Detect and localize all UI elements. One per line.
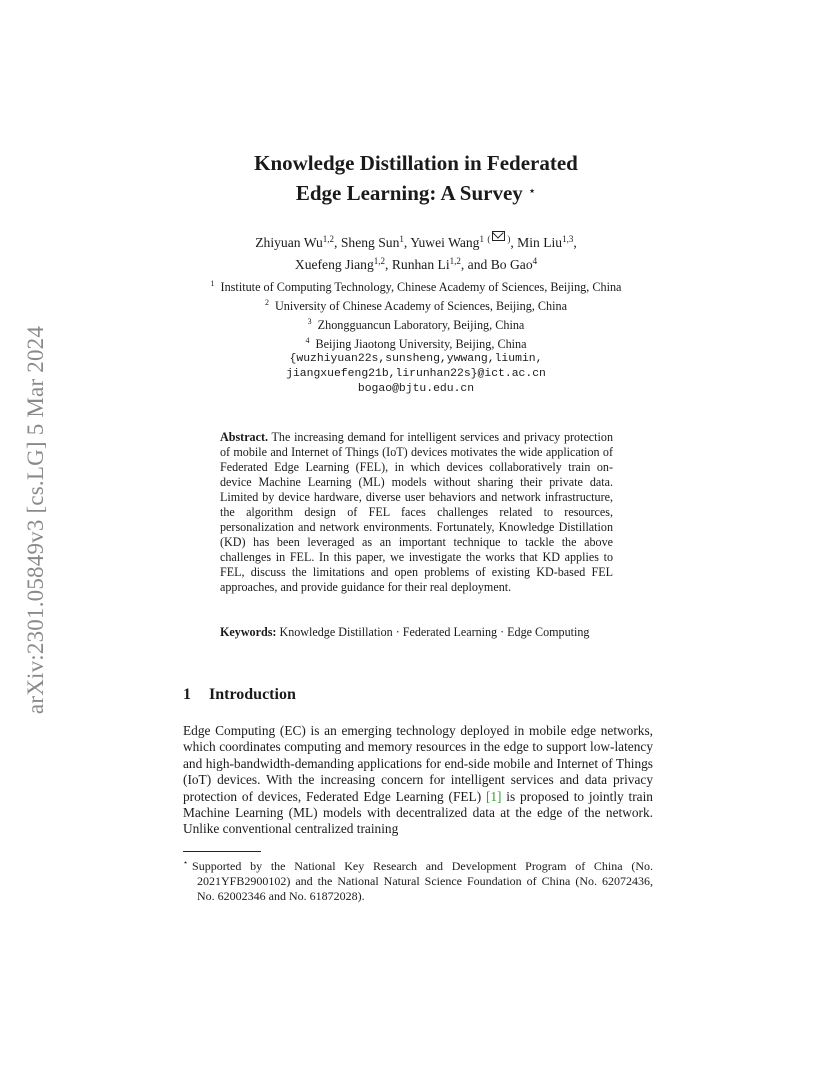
- affiliation: [130, 276, 702, 295]
- affiliation-number: 4: [305, 336, 310, 345]
- author-line-2: Xuefeng Jiang$^{1,2}$, Runhan Li$^{1,2}$, and Bo Gao$^4$: [294, 256, 538, 272]
- author-name: Min Liu: [517, 235, 563, 250]
- section-heading: [183, 686, 296, 704]
- envelope-icon: [492, 231, 505, 241]
- affiliation-text: Zhongguancun Laboratory, Beijing, China: [317, 318, 525, 332]
- arxiv-stamp: arXiv:2301.05849v3 [cs.LG] 5 Mar 2024: [23, 325, 48, 715]
- affiliation: [130, 333, 702, 352]
- footnote-divider: [183, 851, 261, 852]
- affiliation-text: Beijing Jiaotong University, Beijing, China: [315, 337, 527, 351]
- section-title: Introduction: [209, 686, 296, 703]
- email-line: jiangxuefeng21b,lirunhan22s}@ict.ac.cn: [286, 368, 546, 380]
- affiliation: [130, 295, 702, 314]
- paper-title: [150, 150, 682, 207]
- abstract-text: The increasing demand for intelligent services and privacy protection of mobile and Internet of Things (IoT) devices motivates the wide application of Federated Edge Learning (FEL), in which devices collaboratively train on-device Machine Learning (ML) models without sharing their private data. Limited by device hardware, diverse user behaviors and network infrastructure, the algorithm design of FEL faces challenges related to resources, personalization and network environments. Fortunately, Knowledge Distillation (KD) has been leveraged as an important technique to tackle the above challenges in FEL. In this paper, we investigate the works that KD applies to FEL, discuss the limitations and open problems of existing KD-based FEL approaches, and provide guidance for their real deployment.: [220, 430, 613, 594]
- abstract-label: Abstract.: [220, 430, 269, 444]
- author-conjunction: and: [467, 257, 488, 272]
- citation-link[interactable]: [1]: [485, 788, 502, 804]
- affiliation-number: 1: [210, 279, 215, 288]
- title-line-2-text: Edge Learning: A Survey: [295, 181, 523, 205]
- keywords: [220, 625, 613, 640]
- footnote-body: [183, 855, 653, 904]
- author-affil-sup: 1: [399, 234, 404, 244]
- author-name: Runhan Li: [391, 257, 450, 272]
- keywords-label: Keywords:: [220, 625, 277, 639]
- keywords-text: Knowledge Distillation · Federated Learning · Edge Computing: [279, 625, 590, 639]
- title-line-1: Knowledge Distillation in Federated: [254, 151, 578, 175]
- author-name: Bo Gao: [490, 257, 533, 272]
- affiliation-number: 2: [264, 298, 269, 307]
- author-affil-sup: 1,2: [373, 256, 386, 266]
- intro-paragraph: [183, 723, 653, 838]
- intro-text-part-1: Edge Computing (EC) is an emerging technology deployed in mobile edge networks, which coordinates computing and memory resources in the edge to support low-latency and high-bandwidth-demanding applications for end-side mobile and Internet of Things (IoT) devices. With the increasing concern for intelligent services and data privacy protection of devices, Federated Edge Learning (FEL): [183, 723, 653, 804]
- intro-text-part-2: is proposed to jointly train Machine Learning (ML) models with decentralized data at the edge of the network. Unlike conventional centralized training: [183, 788, 653, 837]
- author-affil-sup: 1,3: [562, 234, 574, 244]
- author-name: Zhiyuan Wu: [255, 235, 323, 250]
- author-line-1: Zhiyuan Wu$^{1,2}$, Sheng Sun$^1$, Yuwei Wang$^1$ ( ), Min Liu$^{1,3}$,: [150, 230, 682, 252]
- author-affil-sup: 1: [479, 234, 484, 244]
- section-number: 1: [183, 686, 191, 703]
- abstract: [220, 430, 613, 595]
- paren-open: (: [487, 234, 491, 244]
- affiliation-text: University of Chinese Academy of Sciences, Beijing, China: [274, 299, 568, 313]
- author-affil-sup: 1,2: [322, 234, 335, 244]
- footnote-mark: ⋆: [183, 858, 189, 867]
- author-list: [150, 230, 682, 274]
- email-line: bogao@bjtu.edu.cn: [357, 383, 475, 395]
- paren-close: ): [507, 234, 511, 244]
- footnote-text: Supported by the National Key Research and Development Program of China (No. 2021YFB2900102) and the National Natural Science Foundation of China (No. 62072436, No. 62002346 and No. 61872028).: [192, 859, 653, 903]
- title-line-2: [150, 177, 682, 207]
- author-name: Xuefeng Jiang: [294, 257, 374, 272]
- author-affil-sup: 1,2: [449, 256, 461, 266]
- affiliation-text: Institute of Computing Technology, Chinese Academy of Sciences, Beijing, China: [220, 280, 622, 294]
- author-name: Sheng Sun: [340, 235, 400, 250]
- affiliation-list: [130, 276, 702, 397]
- author-name: Yuwei Wang: [410, 235, 480, 250]
- affiliation-number: 3: [307, 317, 312, 326]
- title-footnote-mark: ⋆: [528, 183, 537, 198]
- footnote: [183, 855, 653, 904]
- affiliation: [130, 314, 702, 333]
- author-affil-sup: 4: [532, 256, 538, 266]
- email-line: {wuzhiyuan22s,sunsheng,ywwang,liumin,: [289, 353, 543, 365]
